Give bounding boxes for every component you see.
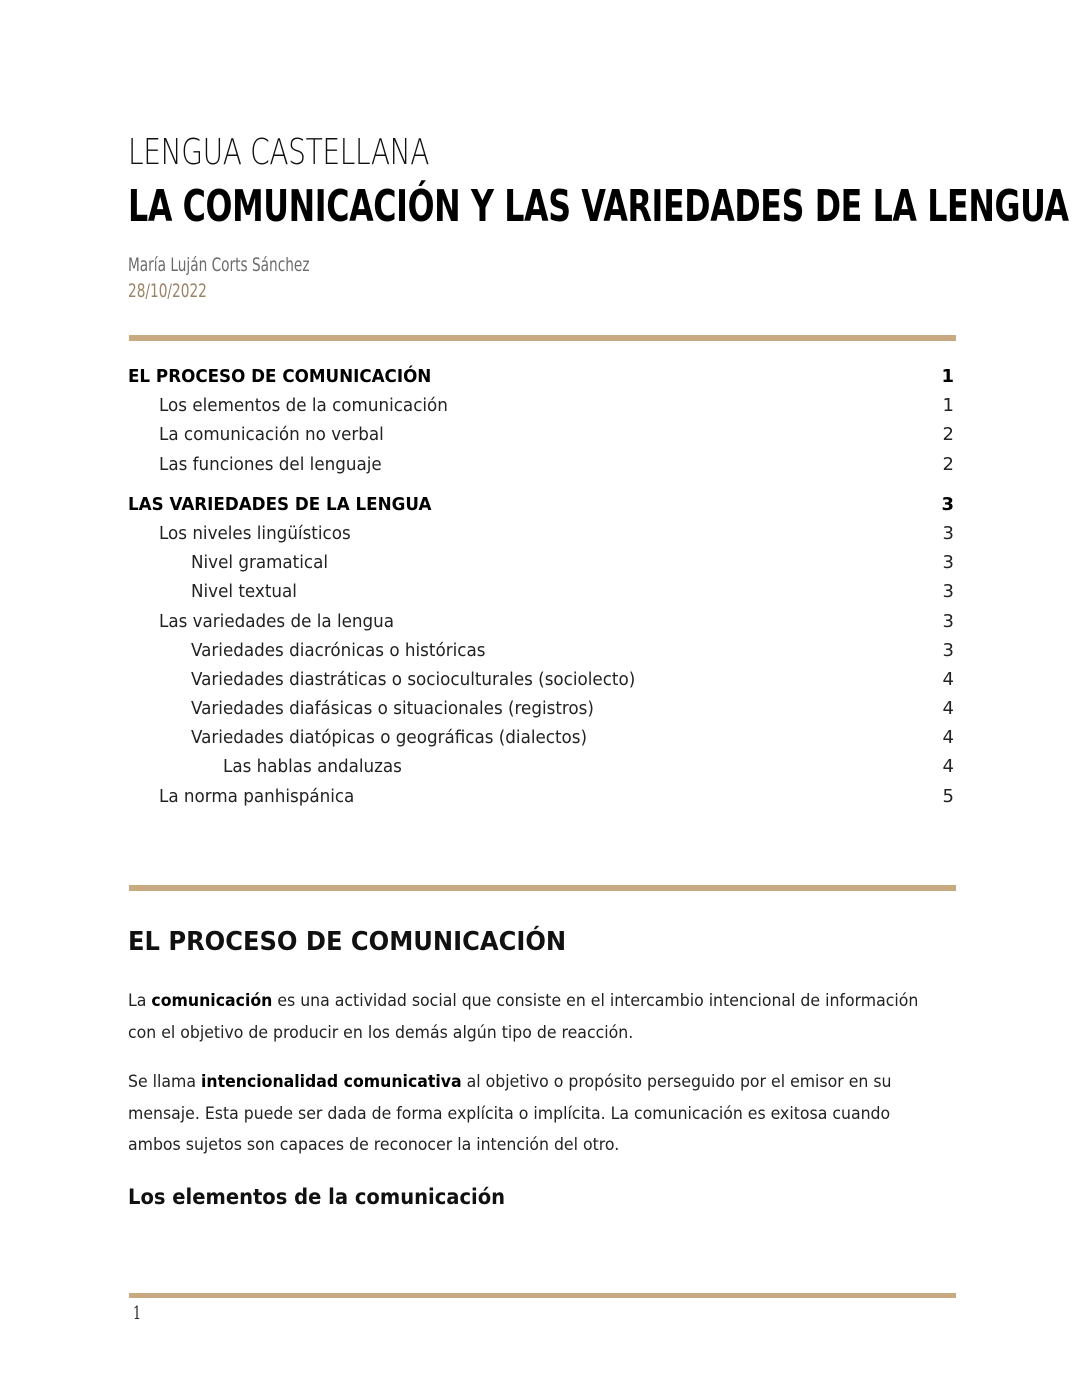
toc-page: 3 (942, 552, 954, 574)
toc-page: 3 (942, 639, 954, 661)
subsection-heading: Los elementos de la comunicación (128, 1185, 506, 1209)
toc-entry[interactable] (128, 391, 954, 420)
section-heading: EL PROCESO DE COMUNICACIÓN (128, 927, 567, 957)
subject-title: LENGUA CASTELLANA (128, 132, 430, 173)
toc-entry[interactable] (128, 636, 954, 665)
toc-page: 2 (942, 424, 954, 446)
toc-entry[interactable] (128, 362, 954, 391)
toc-label: Variedades diastráticas o socioculturales (sociolecto) (191, 668, 636, 690)
toc-page: 2 (942, 453, 954, 475)
toc-entry[interactable] (128, 607, 954, 636)
toc-page: 5 (942, 785, 954, 807)
paragraph-intentionality (128, 1067, 942, 1162)
toc-page: 4 (942, 727, 954, 749)
toc-label: Variedades diafásicas o situacionales (registros) (191, 698, 594, 720)
toc-page: 4 (942, 698, 954, 720)
toc-entry[interactable] (128, 752, 954, 781)
toc-entry[interactable] (128, 420, 954, 449)
header-divider (129, 335, 956, 341)
document-date: 28/10/2022 (128, 280, 207, 302)
section-divider (129, 885, 956, 891)
toc-label: La comunicación no verbal (159, 424, 384, 446)
toc-label: La norma panhispánica (159, 785, 355, 807)
toc-label: Nivel textual (191, 581, 297, 603)
toc-label: Nivel gramatical (191, 552, 329, 574)
page-number: 1 (133, 1303, 142, 1324)
toc-entry[interactable] (128, 782, 954, 811)
bold-term: intencionalidad comunicativa (200, 1072, 462, 1092)
text: Se llama (128, 1072, 201, 1092)
toc-label: EL PROCESO DE COMUNICACIÓN (128, 366, 432, 387)
paragraph-communication (128, 986, 942, 1049)
toc-page: 3 (942, 522, 954, 544)
author-name: María Luján Corts Sánchez (128, 254, 310, 276)
toc-page: 4 (942, 756, 954, 778)
document-title: LA COMUNICACIÓN Y LAS VARIEDADES DE LA LENGUA (128, 181, 1069, 232)
toc-page: 3 (942, 610, 954, 632)
toc-page: 3 (941, 493, 954, 515)
toc-entry[interactable] (128, 577, 954, 606)
toc-label: Las funciones del lenguaje (159, 453, 382, 475)
toc-label: Las variedades de la lengua (159, 610, 395, 632)
toc-label: Los niveles lingüísticos (159, 522, 351, 544)
table-of-contents (128, 362, 954, 811)
toc-page: 1 (941, 366, 954, 387)
text: es una actividad social que consiste en el intercambio intencional de información con el objetivo de producir en los demás algún tipo de reacción. (128, 991, 919, 1043)
toc-page: 3 (942, 581, 954, 603)
text: al objetivo o propósito perseguido por el emisor en su mensaje. Esta puede ser dada de forma explícita o implícita. La comunicación es exitosa cuando ambos sujetos son capaces de reconocer la intención del otro. (128, 1072, 892, 1155)
toc-entry[interactable] (128, 450, 954, 479)
toc-entry[interactable] (128, 490, 954, 519)
bold-term: comunicación (151, 991, 273, 1011)
toc-entry[interactable] (128, 548, 954, 577)
toc-page: 1 (942, 395, 954, 417)
toc-entry[interactable] (128, 723, 954, 752)
toc-entry[interactable] (128, 694, 954, 723)
toc-label: Variedades diacrónicas o históricas (191, 639, 486, 661)
toc-page: 4 (942, 668, 954, 690)
toc-label: LAS VARIEDADES DE LA LENGUA (128, 493, 432, 515)
text: La (128, 991, 152, 1011)
toc-entry[interactable] (128, 519, 954, 548)
toc-label: Variedades diatópicas o geográficas (dialectos) (191, 727, 588, 749)
toc-label: Los elementos de la comunicación (159, 395, 448, 417)
toc-label: Las hablas andaluzas (223, 756, 402, 778)
footer-divider (129, 1293, 956, 1298)
toc-entry[interactable] (128, 665, 954, 694)
